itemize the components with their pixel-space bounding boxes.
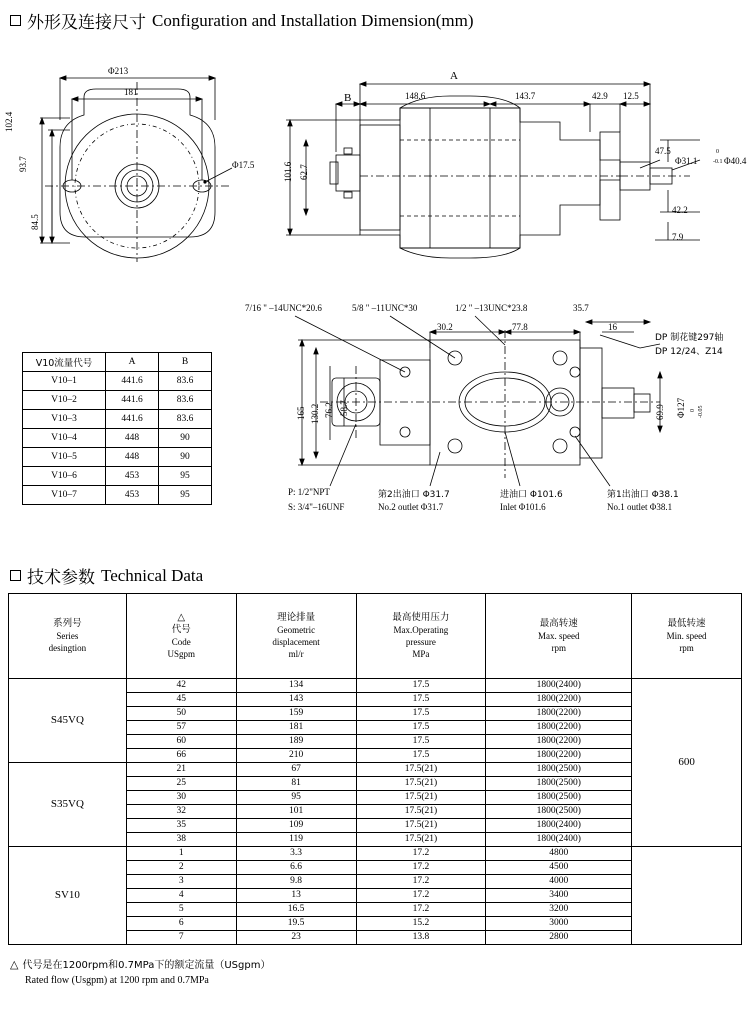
tech-cell-pressure: 17.5 (356, 707, 486, 721)
tech-header-maxspeed-en: Max. speed rpm (537, 631, 580, 653)
inlet-en: Inlet Φ101.6 (500, 502, 546, 512)
bullet-square-icon-2 (10, 570, 21, 581)
tech-cell-displacement: 109 (236, 819, 356, 833)
technical-data-table (8, 593, 742, 945)
tech-cell-pressure: 17.5 (356, 749, 486, 763)
flow-cell-code: V10–7 (23, 486, 106, 505)
dim-35-7: 35.7 (573, 303, 589, 313)
tech-header-minspeed (632, 594, 742, 679)
tech-header-pressure (356, 594, 486, 679)
tech-cell-maxspeed: 1800(2400) (486, 833, 632, 847)
port-s-label: S: 3/4"–16UNF (288, 502, 345, 512)
tech-cell-pressure: 17.5(21) (356, 805, 486, 819)
dim-62-7: 62.7 (299, 164, 309, 180)
table-row (23, 429, 212, 448)
tech-cell-code: 30 (126, 791, 236, 805)
tech-cell-pressure: 17.5 (356, 679, 486, 693)
section-title-tech-cn: 技术参数 (27, 568, 95, 588)
dim-7-9: 7.9 (672, 232, 684, 242)
table-header-row (9, 594, 742, 679)
table-row (23, 410, 212, 429)
tech-cell-displacement: 23 (236, 931, 356, 945)
tech-cell-maxspeed: 1800(2200) (486, 749, 632, 763)
dim-143-7: 143.7 (515, 91, 536, 101)
dim-B: B (344, 92, 352, 104)
tech-header-minspeed-en: Min. speed rpm (666, 631, 707, 653)
tech-header-code (126, 594, 236, 679)
dim-47-5: 47.5 (655, 146, 671, 156)
tech-cell-code: 6 (126, 917, 236, 931)
dim-69-9: 69.9 (655, 404, 665, 420)
dim-d31-1: Φ31.1 (675, 156, 698, 166)
tech-cell-displacement: 210 (236, 749, 356, 763)
flow-cell-b: 90 (159, 448, 212, 467)
dim-A: A (450, 70, 458, 82)
tech-cell-pressure: 17.5(21) (356, 819, 486, 833)
inlet-cn: 进油口 Φ101.6 (500, 490, 563, 500)
dim-d17-5: Φ17.5 (232, 160, 255, 170)
dim-148-6: 148.6 (405, 91, 426, 101)
flow-cell-b: 83.6 (159, 391, 212, 410)
flow-cell-b: 83.6 (159, 372, 212, 391)
tol-lower: -0.1 (713, 159, 723, 165)
flow-cell-b: 90 (159, 429, 212, 448)
table-row (23, 467, 212, 486)
dim-d213: Φ213 (108, 66, 129, 76)
table-row (9, 847, 742, 861)
dim-93-7: 93.7 (18, 156, 28, 172)
tech-cell-code: 2 (126, 861, 236, 875)
tech-cell-pressure: 17.2 (356, 847, 486, 861)
tech-cell-maxspeed: 3400 (486, 889, 632, 903)
tech-cell-maxspeed: 1800(2500) (486, 805, 632, 819)
spline-label-en: DP 12/24、Z14 (655, 347, 723, 357)
tech-cell-maxspeed: 4800 (486, 847, 632, 861)
flow-cell-a: 448 (106, 429, 159, 448)
tech-header-code-cn: 代号 (171, 624, 191, 635)
tech-header-displacement-cn: 理论排量 (277, 612, 316, 623)
tech-cell-pressure: 15.2 (356, 917, 486, 931)
dim-165: 165 (296, 406, 306, 420)
tech-cell-maxspeed: 4000 (486, 875, 632, 889)
tech-cell-maxspeed: 1800(2500) (486, 791, 632, 805)
tol2-upper: 0 (690, 409, 696, 412)
tech-cell-code: 32 (126, 805, 236, 819)
dim-16: 16 (608, 322, 617, 332)
tech-cell-displacement: 181 (236, 721, 356, 735)
tech-cell-minspeed: 600 (632, 679, 742, 847)
flow-cell-code: V10–1 (23, 372, 106, 391)
flow-header-b: B (159, 353, 212, 372)
thread-callout-2: 5/8 " –11UNC*30 (352, 303, 418, 313)
tech-cell-code: 45 (126, 693, 236, 707)
tech-series-s45vq: S45VQ (9, 679, 127, 763)
tech-cell-pressure: 17.2 (356, 861, 486, 875)
tech-cell-displacement: 143 (236, 693, 356, 707)
tech-cell-maxspeed: 1800(2200) (486, 707, 632, 721)
table-row (23, 486, 212, 505)
table-row (23, 448, 212, 467)
dim-30-2: 30.2 (437, 322, 453, 332)
tech-cell-minspeed-blank (632, 847, 742, 945)
tech-cell-pressure: 17.2 (356, 889, 486, 903)
tech-header-displacement (236, 594, 356, 679)
flow-cell-code: V10–3 (23, 410, 106, 429)
tech-cell-displacement: 3.3 (236, 847, 356, 861)
dim-d127: Φ127 (676, 397, 686, 418)
dim-101-6: 101.6 (283, 161, 293, 182)
thread-callout-1: 7/16 " –14UNC*20.6 (245, 303, 322, 313)
triangle-icon-footnote: △ (10, 959, 19, 971)
tech-cell-code: 7 (126, 931, 236, 945)
flow-cell-a: 441.6 (106, 372, 159, 391)
table-row (23, 391, 212, 410)
tech-cell-code: 25 (126, 777, 236, 791)
tech-cell-maxspeed: 1800(2500) (486, 763, 632, 777)
dim-d40-4: Φ40.4 (724, 156, 747, 166)
dim-12-5: 12.5 (623, 91, 639, 101)
tech-cell-code: 1 (126, 847, 236, 861)
tech-header-pressure-cn: 最高使用压力 (392, 612, 450, 623)
dim-42-9: 42.9 (592, 91, 608, 101)
tech-header-series-cn: 系列号 (53, 618, 82, 629)
port-p-label: P: 1/2"NPT (288, 487, 330, 497)
tech-header-pressure-en: Max.Operating pressure MPa (393, 625, 449, 659)
table-row (9, 763, 742, 777)
tech-cell-maxspeed: 3000 (486, 917, 632, 931)
tech-cell-code: 50 (126, 707, 236, 721)
thread-callout-3: 1/2 " –13UNC*23.8 (455, 303, 528, 313)
tech-cell-code: 57 (126, 721, 236, 735)
table-row (23, 372, 212, 391)
dim-102-4: 102.4 (4, 111, 14, 132)
tech-header-series-en: Series desingtion (48, 631, 87, 653)
tech-cell-maxspeed: 1800(2200) (486, 735, 632, 749)
tech-cell-maxspeed: 1800(2400) (486, 679, 632, 693)
tech-cell-code: 38 (126, 833, 236, 847)
tech-cell-maxspeed: 1800(2200) (486, 693, 632, 707)
tech-cell-displacement: 13 (236, 889, 356, 903)
tech-cell-maxspeed: 1800(2500) (486, 777, 632, 791)
dim-77-8: 77.8 (512, 322, 528, 332)
tech-cell-code: 35 (126, 819, 236, 833)
tech-header-displacement-en: Geometric displacement ml/r (272, 625, 320, 659)
tol2-lower: -0.05 (698, 405, 704, 418)
flow-cell-a: 441.6 (106, 410, 159, 429)
section-title-technical-data (10, 563, 203, 588)
flow-cell-b: 95 (159, 486, 212, 505)
tech-cell-pressure: 13.8 (356, 931, 486, 945)
dim-84-5: 84.5 (30, 214, 40, 230)
tech-cell-pressure: 17.5(21) (356, 833, 486, 847)
tol-upper: 0 (716, 149, 719, 155)
dim-42-2: 42.2 (672, 205, 688, 215)
tech-cell-pressure: 17.2 (356, 875, 486, 889)
tech-cell-maxspeed: 1800(2200) (486, 721, 632, 735)
tech-cell-maxspeed: 1800(2400) (486, 819, 632, 833)
spline-label-cn: DP 制花键297轴 (655, 333, 724, 343)
tech-cell-pressure: 17.5(21) (356, 763, 486, 777)
flow-cell-a: 453 (106, 467, 159, 486)
tech-cell-displacement: 134 (236, 679, 356, 693)
tech-cell-pressure: 17.5 (356, 693, 486, 707)
tech-series-s35vq: S35VQ (9, 763, 127, 847)
tech-cell-displacement: 6.6 (236, 861, 356, 875)
dim-58-7: 58.7 (339, 400, 349, 416)
outlet2-en: No.2 outlet Φ31.7 (378, 502, 444, 512)
outlet1-cn: 第1出油口 Φ38.1 (607, 490, 679, 500)
dim-76-2: 76.2 (324, 402, 334, 418)
tech-cell-displacement: 9.8 (236, 875, 356, 889)
triangle-icon: △ (177, 612, 186, 623)
tech-table-body (9, 594, 742, 945)
flow-cell-a: 441.6 (106, 391, 159, 410)
tech-cell-code: 42 (126, 679, 236, 693)
tech-cell-maxspeed: 2800 (486, 931, 632, 945)
tech-cell-displacement: 101 (236, 805, 356, 819)
tech-cell-code: 4 (126, 889, 236, 903)
flow-cell-code: V10–5 (23, 448, 106, 467)
flow-code-table (22, 352, 212, 505)
section-title-tech-en: Technical Data (101, 565, 204, 585)
flow-cell-b: 83.6 (159, 410, 212, 429)
tech-cell-displacement: 16.5 (236, 903, 356, 917)
flow-header-a: A (106, 353, 159, 372)
tech-cell-displacement: 95 (236, 791, 356, 805)
tech-cell-pressure: 17.2 (356, 903, 486, 917)
section-title-configuration-en: Configuration and Installation Dimension(mm) (152, 10, 474, 30)
dim-181: 181 (124, 87, 138, 97)
flow-header-code: V10流量代号 (23, 353, 106, 372)
footnote-en: Rated flow (Usgpm) at 1200 rpm and 0.7MPa (25, 975, 209, 986)
flow-cell-code: V10–2 (23, 391, 106, 410)
table-header-row (23, 353, 212, 372)
tech-header-maxspeed-cn: 最高转速 (539, 618, 578, 629)
tech-cell-displacement: 67 (236, 763, 356, 777)
tech-cell-pressure: 17.5(21) (356, 777, 486, 791)
tech-cell-displacement: 189 (236, 735, 356, 749)
tech-cell-pressure: 17.5 (356, 721, 486, 735)
dim-130-2: 130.2 (310, 403, 320, 424)
tech-cell-displacement: 19.5 (236, 917, 356, 931)
tech-series-sv10: SV10 (9, 847, 127, 945)
flow-cell-b: 95 (159, 467, 212, 486)
flow-cell-code: V10–4 (23, 429, 106, 448)
flow-table-body (23, 353, 212, 505)
tech-cell-pressure: 17.5(21) (356, 791, 486, 805)
section-title-configuration-cn: 外形及连接尺寸 (27, 13, 146, 33)
tech-header-maxspeed (486, 594, 632, 679)
tech-header-code-en: Code USgpm (167, 637, 195, 659)
footnote-cn: 代号是在1200rpm和0.7MPa下的额定流量（USgpm） (22, 960, 271, 971)
tech-cell-pressure: 17.5 (356, 735, 486, 749)
tech-cell-code: 66 (126, 749, 236, 763)
tech-cell-code: 5 (126, 903, 236, 917)
flow-cell-a: 448 (106, 448, 159, 467)
outlet1-en: No.1 outlet Φ38.1 (607, 502, 673, 512)
tech-header-minspeed-cn: 最低转速 (667, 618, 706, 629)
table-row (9, 679, 742, 693)
tech-cell-displacement: 159 (236, 707, 356, 721)
tech-cell-code: 3 (126, 875, 236, 889)
tech-cell-maxspeed: 4500 (486, 861, 632, 875)
tech-cell-displacement: 81 (236, 777, 356, 791)
tech-header-series (9, 594, 127, 679)
tech-cell-maxspeed: 3200 (486, 903, 632, 917)
flow-cell-a: 453 (106, 486, 159, 505)
tech-cell-code: 60 (126, 735, 236, 749)
footnote (10, 958, 270, 988)
outlet2-cn: 第2出油口 Φ31.7 (378, 490, 450, 500)
tech-cell-displacement: 119 (236, 833, 356, 847)
flow-cell-code: V10–6 (23, 467, 106, 486)
tech-cell-code: 21 (126, 763, 236, 777)
